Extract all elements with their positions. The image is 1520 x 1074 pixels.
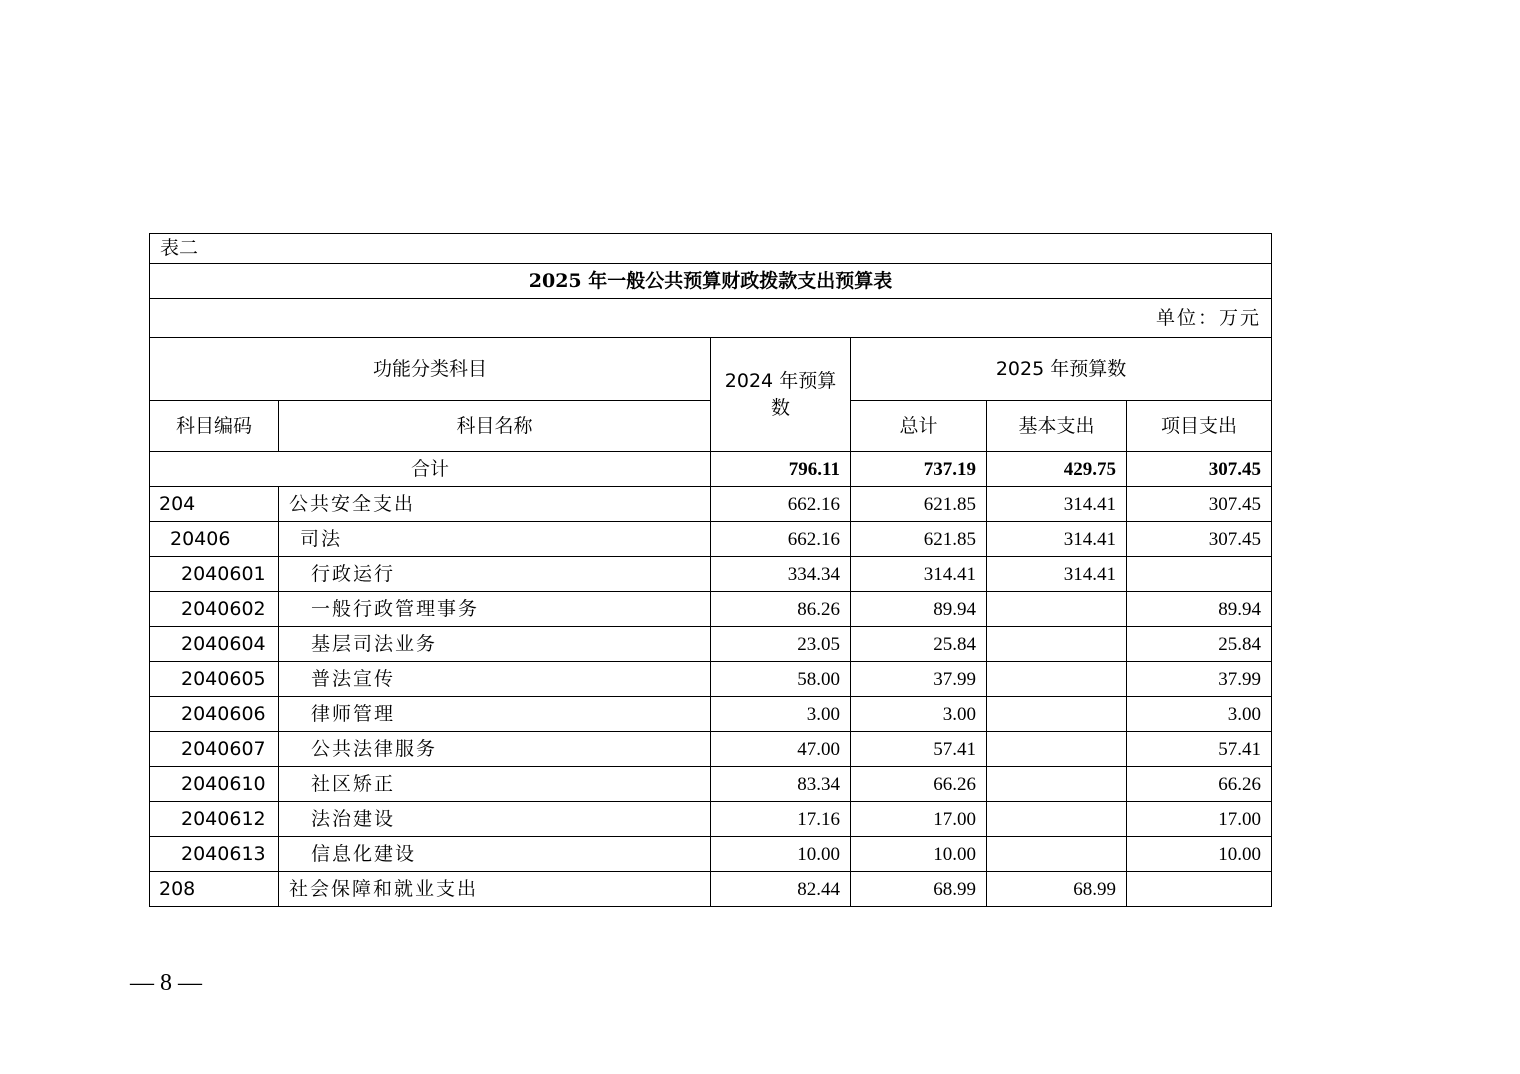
row-total: 10.00 xyxy=(851,837,987,872)
row-total: 57.41 xyxy=(851,732,987,767)
table-title: 2025 年一般公共预算财政拨款支出预算表 xyxy=(150,264,1272,299)
table-row xyxy=(150,592,1272,627)
row-total: 17.00 xyxy=(851,802,987,837)
header-project: 项目支出 xyxy=(1127,401,1272,452)
header-basic: 基本支出 xyxy=(987,401,1127,452)
total-total: 737.19 xyxy=(851,452,987,487)
row-basic: 314.41 xyxy=(987,557,1127,592)
row-total: 314.41 xyxy=(851,557,987,592)
row-name: 社区矫正 xyxy=(279,767,711,802)
row-project: 66.26 xyxy=(1127,767,1272,802)
row-project: 307.45 xyxy=(1127,487,1272,522)
header-budget-2024: 2024 年预算数 xyxy=(711,338,851,452)
row-code: 2040601 xyxy=(150,557,279,592)
row-budget-2024: 82.44 xyxy=(711,872,851,907)
table-row xyxy=(150,487,1272,522)
table-row xyxy=(150,837,1272,872)
row-name: 基层司法业务 xyxy=(279,627,711,662)
row-total: 68.99 xyxy=(851,872,987,907)
row-basic xyxy=(987,592,1127,627)
row-code: 2040613 xyxy=(150,837,279,872)
row-project: 307.45 xyxy=(1127,522,1272,557)
row-name: 律师管理 xyxy=(279,697,711,732)
total-label: 合计 xyxy=(150,452,711,487)
row-code: 2040606 xyxy=(150,697,279,732)
row-budget-2024: 83.34 xyxy=(711,767,851,802)
row-total: 66.26 xyxy=(851,767,987,802)
row-code: 2040605 xyxy=(150,662,279,697)
row-code: 2040607 xyxy=(150,732,279,767)
row-project: 89.94 xyxy=(1127,592,1272,627)
row-budget-2024: 334.34 xyxy=(711,557,851,592)
row-project xyxy=(1127,872,1272,907)
row-name: 司法 xyxy=(279,522,711,557)
row-total: 25.84 xyxy=(851,627,987,662)
row-basic xyxy=(987,697,1127,732)
row-name: 一般行政管理事务 xyxy=(279,592,711,627)
table-row xyxy=(150,662,1272,697)
row-budget-2024: 23.05 xyxy=(711,627,851,662)
total-project: 307.45 xyxy=(1127,452,1272,487)
row-basic xyxy=(987,802,1127,837)
row-project: 25.84 xyxy=(1127,627,1272,662)
row-budget-2024: 10.00 xyxy=(711,837,851,872)
header-total: 总计 xyxy=(851,401,987,452)
table-row xyxy=(150,802,1272,837)
row-code: 208 xyxy=(150,872,279,907)
row-project: 57.41 xyxy=(1127,732,1272,767)
row-code: 2040612 xyxy=(150,802,279,837)
page-number: — 8 — xyxy=(130,970,202,996)
row-code: 2040604 xyxy=(150,627,279,662)
row-name: 公共法律服务 xyxy=(279,732,711,767)
header-category: 功能分类科目 xyxy=(150,338,711,401)
total-row xyxy=(150,452,1272,487)
table-label: 表二 xyxy=(150,234,1272,264)
row-basic xyxy=(987,767,1127,802)
row-budget-2024: 662.16 xyxy=(711,522,851,557)
row-name: 普法宣传 xyxy=(279,662,711,697)
row-name: 公共安全支出 xyxy=(279,487,711,522)
table-row xyxy=(150,697,1272,732)
row-budget-2024: 58.00 xyxy=(711,662,851,697)
row-total: 621.85 xyxy=(851,487,987,522)
total-budget-2024: 796.11 xyxy=(711,452,851,487)
row-code: 204 xyxy=(150,487,279,522)
row-project xyxy=(1127,557,1272,592)
row-total: 37.99 xyxy=(851,662,987,697)
header-name: 科目名称 xyxy=(279,401,711,452)
row-project: 10.00 xyxy=(1127,837,1272,872)
row-code: 2040610 xyxy=(150,767,279,802)
row-basic xyxy=(987,837,1127,872)
table-row xyxy=(150,767,1272,802)
table-row xyxy=(150,557,1272,592)
row-budget-2024: 3.00 xyxy=(711,697,851,732)
row-total: 3.00 xyxy=(851,697,987,732)
table-row xyxy=(150,522,1272,557)
row-basic xyxy=(987,627,1127,662)
row-budget-2024: 662.16 xyxy=(711,487,851,522)
table-row xyxy=(150,732,1272,767)
table-row xyxy=(150,627,1272,662)
row-total: 621.85 xyxy=(851,522,987,557)
row-basic: 68.99 xyxy=(987,872,1127,907)
row-basic xyxy=(987,662,1127,697)
row-name: 信息化建设 xyxy=(279,837,711,872)
row-budget-2024: 86.26 xyxy=(711,592,851,627)
row-code: 20406 xyxy=(150,522,279,557)
row-name: 行政运行 xyxy=(279,557,711,592)
header-budget-2025: 2025 年预算数 xyxy=(851,338,1272,401)
row-basic xyxy=(987,732,1127,767)
row-name: 社会保障和就业支出 xyxy=(279,872,711,907)
budget-table xyxy=(149,233,1272,907)
row-budget-2024: 17.16 xyxy=(711,802,851,837)
header-code: 科目编码 xyxy=(150,401,279,452)
row-basic: 314.41 xyxy=(987,487,1127,522)
row-budget-2024: 47.00 xyxy=(711,732,851,767)
row-code: 2040602 xyxy=(150,592,279,627)
row-name: 法治建设 xyxy=(279,802,711,837)
row-basic: 314.41 xyxy=(987,522,1127,557)
unit-label: 单位：万元 xyxy=(150,299,1272,338)
row-project: 37.99 xyxy=(1127,662,1272,697)
total-basic: 429.75 xyxy=(987,452,1127,487)
row-total: 89.94 xyxy=(851,592,987,627)
table-row xyxy=(150,872,1272,907)
row-project: 3.00 xyxy=(1127,697,1272,732)
row-project: 17.00 xyxy=(1127,802,1272,837)
